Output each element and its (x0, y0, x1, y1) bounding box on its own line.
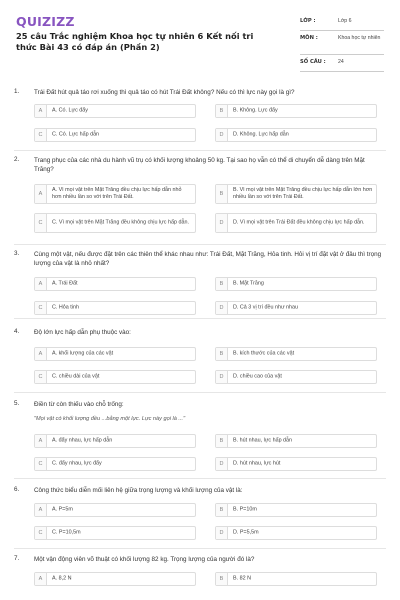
answer-option-c[interactable] (34, 301, 196, 315)
option-text: C. Hỏa tinh (52, 304, 79, 311)
worksheet-title: 25 câu Trắc nghiệm Khoa học tự nhiên 6 Kết nối tri thức Bài 43 có đáp án (Phần 2) (16, 31, 254, 52)
question-divider (14, 318, 386, 319)
option-letter: A (35, 105, 47, 117)
meta-grade (300, 14, 384, 31)
question-2 (14, 156, 388, 242)
option-text: C. Vì mọi vật trên Mặt Trăng đều không chịu lực hấp dẫn. (52, 219, 189, 226)
worksheet-meta (300, 14, 384, 72)
option-text: D. Không. Lực hấp dẫn (233, 131, 289, 138)
option-text: C. P=10,5m (52, 529, 81, 536)
grade-label: LỚP : (300, 18, 316, 24)
answer-option-a[interactable] (34, 104, 196, 118)
option-text: C. Có. Lực hấp dẫn (52, 131, 100, 138)
question-number: 6. (14, 486, 20, 493)
question-divider (14, 478, 386, 479)
option-letter: D (216, 371, 228, 383)
worksheet-header (0, 0, 400, 74)
question-divider (14, 392, 386, 393)
option-text: B. Mặt Trăng (233, 280, 264, 287)
option-text: B. 82 N (233, 575, 251, 582)
option-text: B. Vì mọi vật trên Mặt Trăng đều chịu lực hấp dẫn lớn hơn nhiều lần so với trên Trái Đất. (233, 187, 373, 200)
answer-option-b[interactable] (215, 434, 377, 448)
option-text: B. hút nhau, lực hấp dẫn (233, 437, 293, 444)
option-text: C. đẩy nhau, lực đẩy (52, 460, 102, 467)
question-number: 5. (14, 400, 20, 407)
answer-option-c[interactable] (34, 128, 196, 142)
count-label: SỐ CÂU : (300, 59, 326, 65)
answer-option-b[interactable] (215, 104, 377, 118)
option-text: A. Có. Lực đẩy (52, 107, 88, 114)
option-letter: A (35, 278, 47, 290)
option-letter: B (216, 348, 228, 360)
option-letter: C (35, 527, 47, 539)
question-4 (14, 328, 388, 386)
answer-option-a[interactable] (34, 184, 196, 204)
option-letter: D (216, 527, 228, 539)
answer-option-a[interactable] (34, 503, 196, 517)
answer-option-b[interactable] (215, 572, 377, 586)
question-3 (14, 250, 388, 316)
question-text: Cùng một vật, nếu được đặt trên các thiên thể khác nhau như: Trái Đất, Mặt Trăng, Hỏa tinh. Hỏi vị trí đặt vật ở đâu thì trọng lượng của vật là nhỏ nhất? (34, 251, 382, 267)
option-letter: B (216, 105, 228, 117)
grade-value: Lớp 6 (338, 18, 352, 24)
subject-value: Khoa học tự nhiên (338, 35, 381, 41)
option-text: A. P=5m (52, 506, 73, 513)
answer-option-d[interactable] (215, 526, 377, 540)
question-number: 1. (14, 88, 20, 95)
question-fill-in-sentence: "Mọi vật có khối lượng đều ...bằng một lực. Lực này gọi là ..." (34, 416, 186, 422)
option-letter: B (216, 573, 228, 585)
option-letter: A (35, 348, 47, 360)
answer-option-a[interactable] (34, 277, 196, 291)
count-value: 24 (338, 59, 344, 65)
answer-option-a[interactable] (34, 572, 196, 586)
answer-option-d[interactable] (215, 370, 377, 384)
answer-option-a[interactable] (34, 347, 196, 361)
option-letter: B (216, 278, 228, 290)
option-letter: A (35, 185, 47, 203)
option-text: A. đẩy nhau, lực hấp dẫn (52, 437, 113, 444)
question-divider (14, 244, 386, 245)
option-letter: B (216, 504, 228, 516)
option-letter: A (35, 573, 47, 585)
question-6 (14, 486, 388, 542)
meta-count (300, 55, 384, 72)
option-letter: D (216, 458, 228, 470)
meta-subject (300, 31, 384, 55)
option-letter: B (216, 185, 228, 203)
answer-option-b[interactable] (215, 503, 377, 517)
answer-option-a[interactable] (34, 434, 196, 448)
option-text: B. Không. Lực đẩy (233, 107, 278, 114)
question-7 (14, 555, 388, 600)
answer-option-d[interactable] (215, 457, 377, 471)
option-text: A. 8,2 N (52, 575, 72, 582)
quizizz-logo[interactable]: QUIZIZZ (16, 14, 75, 29)
option-text: D. Cả 3 vị trí đều như nhau (233, 304, 299, 311)
question-number: 4. (14, 328, 20, 335)
answer-option-b[interactable] (215, 347, 377, 361)
question-number: 7. (14, 555, 20, 562)
option-text: D. P=5,5m (233, 529, 259, 536)
option-text: A. khối lượng của các vật (52, 350, 114, 357)
answer-option-d[interactable] (215, 128, 377, 142)
question-number: 3. (14, 250, 20, 257)
option-text: B. P=10m (233, 506, 257, 513)
question-text: Một vận động viên võ thuật có khối lượng 82 kg. Trọng lượng của người đó là? (34, 556, 255, 563)
question-text: Công thức biểu diễn mối liên hệ giữa trọng lượng và khối lượng của vật là: (34, 487, 243, 494)
option-letter: D (216, 302, 228, 314)
option-text: A. Trái Đất (52, 280, 78, 287)
option-letter: D (216, 214, 228, 232)
question-divider (14, 150, 386, 151)
answer-option-c[interactable] (34, 457, 196, 471)
answer-option-b[interactable] (215, 277, 377, 291)
question-1 (14, 88, 388, 148)
option-letter: A (35, 435, 47, 447)
option-letter: C (35, 371, 47, 383)
answer-option-d[interactable] (215, 213, 377, 233)
question-text: Trang phục của các nhà du hành vũ trụ có khối lượng khoảng 50 kg. Tại sao họ vẫn có thể di chuyển dễ dàng trên Mặt Trăng? (34, 157, 365, 173)
question-text: Độ lớn lực hấp dẫn phụ thuộc vào: (34, 329, 131, 336)
option-letter: C (35, 302, 47, 314)
question-text: Trái Đất hút quả táo rơi xuống thì quả táo có hút Trái Đất không? Nếu có thì lực này gọi là gì? (34, 89, 295, 96)
option-letter: A (35, 504, 47, 516)
answer-option-c[interactable] (34, 213, 196, 233)
question-divider (14, 548, 386, 549)
question-number: 2. (14, 156, 20, 163)
question-5 (14, 400, 388, 474)
answer-option-c[interactable] (34, 526, 196, 540)
option-letter: C (35, 129, 47, 141)
option-letter: C (35, 458, 47, 470)
answer-option-b[interactable] (215, 184, 377, 204)
option-letter: C (35, 214, 47, 232)
option-text: D. Vì mọi vật trên Trái Đất đều không chịu lực hấp dẫn. (233, 219, 365, 226)
option-text: B. kích thước của các vật (233, 350, 295, 357)
option-text: C. chiều dài của vật (52, 373, 100, 380)
question-text: Điền từ còn thiếu vào chỗ trống: (34, 401, 124, 408)
option-text: A. Vì mọi vật trên Mặt Trăng đều chịu lực hấp dẫn nhỏ hơn nhiều lần so với trên Trái Đất. (52, 187, 182, 200)
answer-option-d[interactable] (215, 301, 377, 315)
option-letter: D (216, 129, 228, 141)
answer-option-c[interactable] (34, 370, 196, 384)
subject-label: MÔN : (300, 35, 318, 41)
option-text: D. chiều cao của vật (233, 373, 282, 380)
option-text: D. hút nhau, lực hút (233, 460, 281, 467)
option-letter: B (216, 435, 228, 447)
